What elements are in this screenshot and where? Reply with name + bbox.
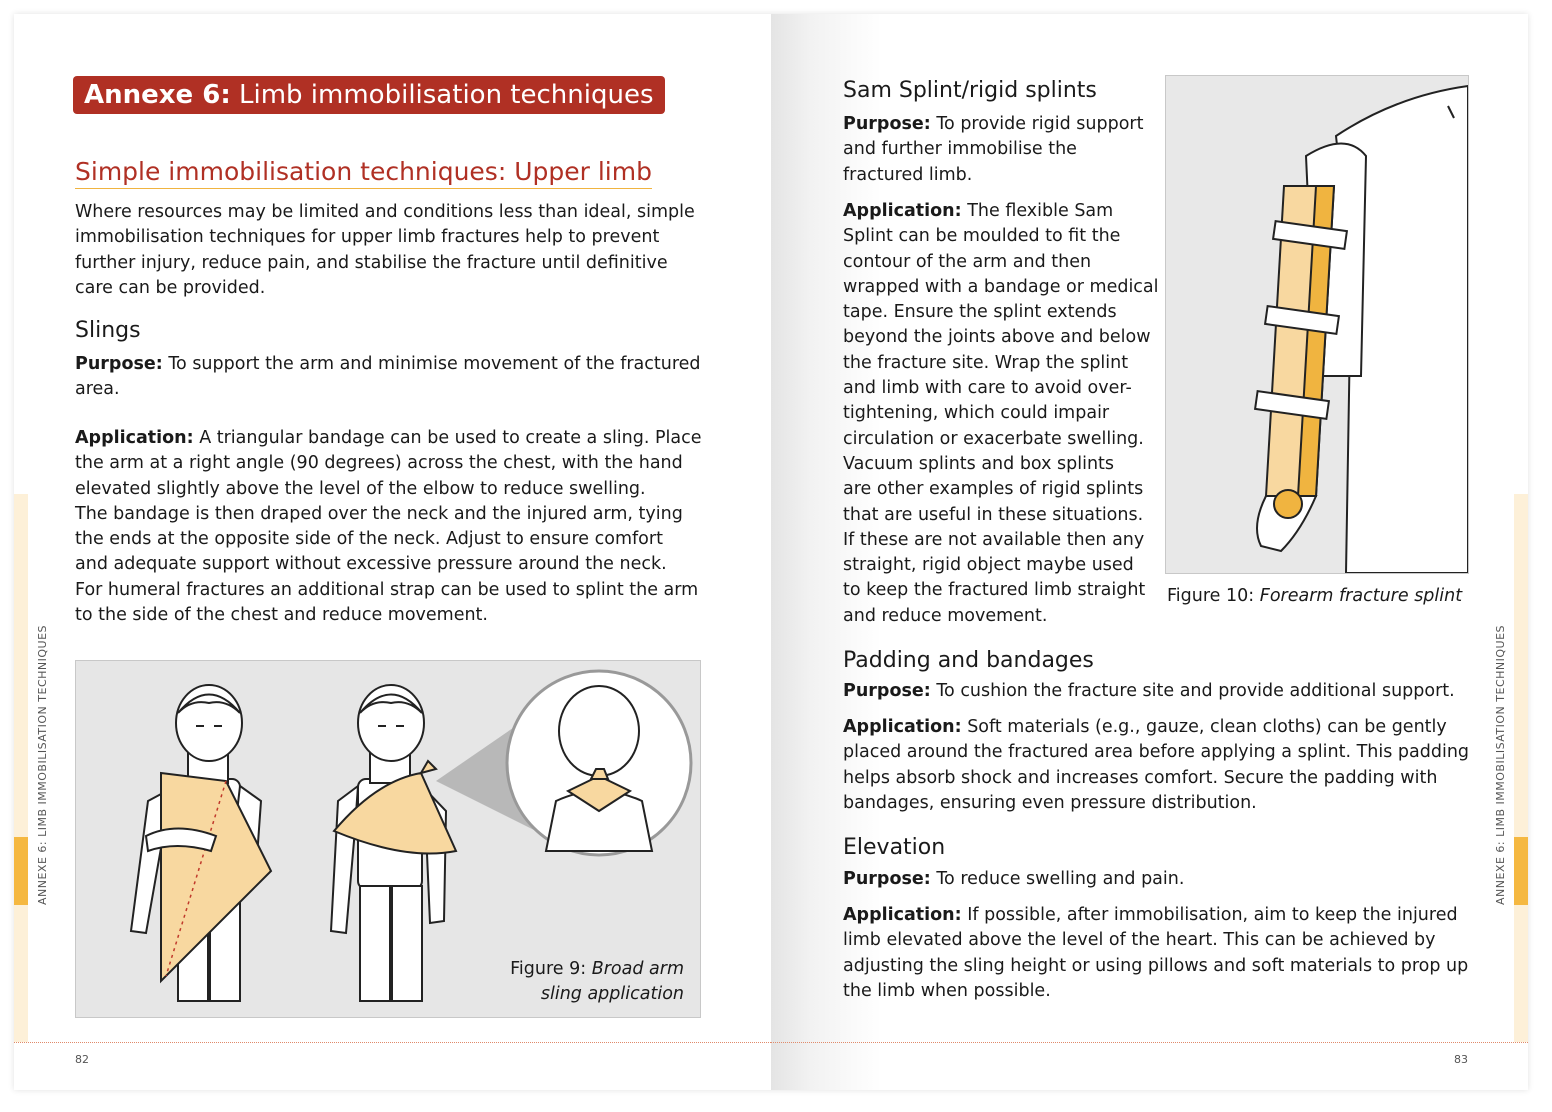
application-line: contour of the arm and then	[843, 251, 1092, 272]
slings-purpose	[75, 352, 725, 403]
book-spread	[14, 14, 1528, 1090]
padding-purpose	[843, 679, 1483, 704]
application-text: If possible, after immobilisation, aim to keep the injured	[967, 905, 1458, 925]
application-line: placed around the fractured area before applying a splint. This padding	[843, 742, 1470, 763]
application-line: Vacuum splints and box splints	[843, 453, 1115, 474]
figure-9-label: Figure 9:	[510, 959, 587, 979]
right-footer-line	[771, 1042, 1528, 1043]
application-text: The flexible Sam	[967, 201, 1114, 221]
application-line: elevated slightly above the level of the elbow to reduce swelling.	[75, 478, 646, 499]
elevation-purpose	[843, 867, 1483, 892]
figure-9-caption-line1: Broad arm	[591, 959, 684, 979]
application-line: The bandage is then draped over the neck and the injured arm, tying	[75, 503, 683, 524]
application-label: Application:	[843, 717, 962, 737]
purpose-line	[843, 679, 1483, 704]
right-page-number: 83	[1454, 1053, 1468, 1066]
application-line: the ends at the opposite side of the neck. Adjust to ensure comfort	[75, 529, 663, 550]
figure-9-caption-line2: sling application	[540, 984, 684, 1005]
elevation-application	[843, 903, 1483, 1004]
application-line	[843, 903, 1483, 928]
purpose-line: area.	[75, 379, 120, 400]
application-text: Soft materials (e.g., gauze, clean cloths) can be gently	[967, 717, 1447, 737]
application-line	[75, 426, 735, 451]
intro-line: immobilisation techniques for upper limb fractures help to prevent	[75, 227, 660, 248]
application-text: A triangular bandage can be used to create a sling. Place	[199, 428, 702, 448]
figure-10-caption	[1167, 584, 1462, 609]
sam-splint-application	[843, 199, 1163, 629]
intro-line: Where resources may be limited and conditions less than ideal, simple	[75, 202, 695, 222]
purpose-label: Purpose:	[75, 354, 163, 374]
application-line: If these are not available then any	[843, 529, 1145, 550]
purpose-line: and further immobilise the	[843, 139, 1077, 160]
right-page	[771, 14, 1528, 1090]
right-edge-tab	[1514, 494, 1528, 1042]
purpose-label: Purpose:	[843, 114, 931, 134]
application-line: and limb with care to avoid over-	[843, 378, 1132, 399]
left-page	[14, 14, 771, 1090]
figure-9-caption	[510, 957, 684, 1008]
slings-heading: Slings	[75, 318, 141, 343]
purpose-text: To cushion the fracture site and provide additional support.	[936, 681, 1455, 701]
right-edge-tab-highlight	[1514, 837, 1528, 905]
figure-10	[1165, 75, 1469, 574]
purpose-text: To support the arm and minimise movement of the fractured	[168, 354, 701, 374]
application-line: For humeral fractures an additional strap can be used to splint the arm	[75, 579, 699, 600]
purpose-line: fractured limb.	[843, 164, 973, 185]
application-line: circulation or exacerbate swelling.	[843, 428, 1144, 449]
application-line: adjusting the sling height or using pillows and soft materials to prop up	[843, 955, 1469, 976]
application-line	[843, 715, 1483, 740]
slings-application	[75, 426, 735, 628]
application-line: the fracture site. Wrap the splint	[843, 352, 1129, 373]
application-line: tightening, which could impair	[843, 403, 1110, 424]
application-line: to keep the fractured limb straight	[843, 580, 1146, 601]
application-line: wrapped with a bandage or medical	[843, 276, 1159, 297]
left-edge-tab	[14, 494, 28, 1042]
intro-line: care can be provided.	[75, 277, 266, 298]
purpose-label: Purpose:	[843, 869, 931, 889]
right-side-label: ANNEXE 6: LIMB IMMOBILISATION TECHNIQUES	[1494, 624, 1507, 905]
application-line: tape. Ensure the splint extends	[843, 302, 1117, 323]
application-line: to the side of the chest and reduce movement.	[75, 605, 488, 626]
application-line: that are useful in these situations.	[843, 504, 1144, 525]
annex-title-bold: Annexe 6:	[84, 80, 231, 110]
left-page-number: 82	[75, 1053, 89, 1066]
left-footer-line	[14, 1042, 771, 1043]
forearm-splint-illustration	[1166, 76, 1468, 573]
application-line: beyond the joints above and below	[843, 327, 1151, 348]
application-line: and reduce movement.	[843, 605, 1048, 626]
application-line: limb elevated above the level of the heart. This can be achieved by	[843, 930, 1436, 951]
application-line: the limb when possible.	[843, 980, 1051, 1001]
purpose-text: To reduce swelling and pain.	[936, 869, 1185, 889]
application-label: Application:	[75, 428, 194, 448]
application-line: Splint can be moulded to fit the	[843, 226, 1121, 247]
sam-splint-heading: Sam Splint/rigid splints	[843, 78, 1097, 103]
intro-paragraph	[75, 200, 715, 301]
application-label: Application:	[843, 201, 962, 221]
application-label: Application:	[843, 905, 962, 925]
purpose-line	[75, 352, 725, 377]
annex-title-rest: Limb immobilisation techniques	[239, 80, 654, 110]
application-line: and adequate support without excessive pressure around the neck.	[75, 554, 667, 575]
application-line: are other examples of rigid splints	[843, 479, 1144, 500]
annex-title	[73, 76, 665, 114]
left-side-label: ANNEXE 6: LIMB IMMOBILISATION TECHNIQUES	[36, 624, 49, 905]
purpose-label: Purpose:	[843, 681, 931, 701]
figure-9	[75, 660, 701, 1018]
padding-heading: Padding and bandages	[843, 648, 1094, 673]
figure-10-label: Figure 10:	[1167, 586, 1255, 606]
purpose-text: To provide rigid support	[936, 114, 1144, 134]
left-edge-tab-highlight	[14, 837, 28, 905]
padding-application	[843, 715, 1483, 816]
purpose-line	[843, 112, 1163, 137]
purpose-line	[843, 867, 1483, 892]
figure-10-caption-text: Forearm fracture splint	[1259, 586, 1463, 606]
intro-line: further injury, reduce pain, and stabilise the fracture until definitive	[75, 252, 668, 273]
application-line: straight, rigid object maybe used	[843, 555, 1134, 576]
elevation-heading: Elevation	[843, 835, 946, 860]
application-line	[843, 199, 1163, 224]
application-line: bandages, ensuring even pressure distribution.	[843, 792, 1257, 813]
application-line: the arm at a right angle (90 degrees) across the chest, with the hand	[75, 453, 683, 474]
sam-splint-purpose	[843, 112, 1163, 188]
section-heading: Simple immobilisation techniques: Upper limb	[75, 157, 652, 189]
application-line: helps absorb shock and increases comfort. Secure the padding with	[843, 767, 1438, 788]
